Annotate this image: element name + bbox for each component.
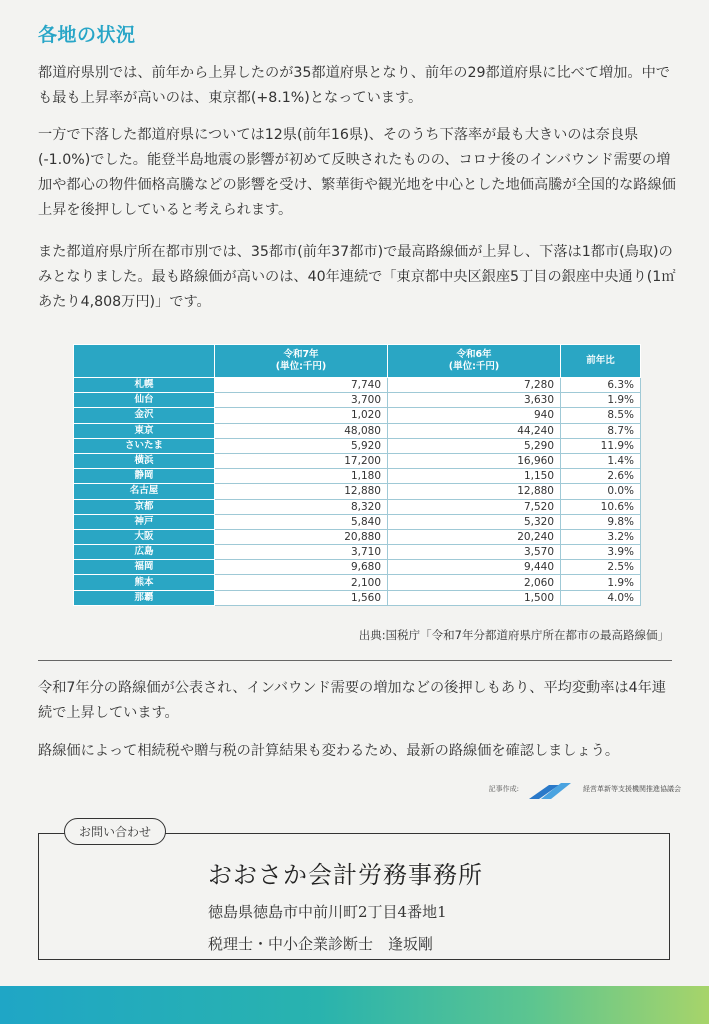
cell-r7: 12,880 [215,484,388,499]
cell-r7: 8,320 [215,499,388,514]
cell-ratio: 6.3% [561,378,641,393]
cell-ratio: 1.4% [561,453,641,468]
table-row [74,575,641,590]
closing-paragraph-2: 路線価によって相続税や贈与税の計算結果も変わるため、最新の路線価を確認しましょう。 [38,743,620,759]
cell-r7: 20,880 [215,529,388,544]
header-city [74,345,215,378]
cell-city: 金沢 [74,408,215,423]
table-row [74,499,641,514]
cell-r6: 3,570 [388,545,561,560]
cell-r6: 44,240 [388,423,561,438]
cell-ratio: 4.0% [561,590,641,605]
cell-city: 東京 [74,423,215,438]
cell-ratio: 2.6% [561,469,641,484]
header-ratio: 前年比 [561,345,641,378]
cell-city: 福岡 [74,560,215,575]
cell-city: 札幌 [74,378,215,393]
firm-name: おおさか会計労務事務所 [208,861,483,889]
cell-r6: 5,290 [388,438,561,453]
cell-r7: 3,700 [215,393,388,408]
contact-tag: お問い合わせ [64,818,166,845]
cell-r7: 9,680 [215,560,388,575]
cell-city: 那覇 [74,590,215,605]
divider [38,660,672,661]
table-row [74,529,641,544]
cell-r7: 1,020 [215,408,388,423]
table-source: 出典:国税庁「令和7年分都道府県庁所在都市の最高路線価」 [358,628,669,642]
cell-ratio: 8.5% [561,408,641,423]
table-row [74,423,641,438]
cell-ratio: 0.0% [561,484,641,499]
paragraph-cities: また都道府県庁所在都市別では、35都市(前年37都市)で最高路線価が上昇し、下落は1都市(鳥取)のみとなりました。最も路線価が高いのは、40年連続で「東京都中央区銀座5丁目の銀座中央通り(1㎡あたり4,808万円)」です。 [38,244,676,310]
cell-r6: 12,880 [388,484,561,499]
cell-r6: 7,280 [388,378,561,393]
cell-ratio: 9.8% [561,514,641,529]
cell-city: 横浜 [74,453,215,468]
table-row [74,469,641,484]
cell-city: 仙台 [74,393,215,408]
cell-city: 神戸 [74,514,215,529]
cell-r6: 2,060 [388,575,561,590]
cell-r7: 48,080 [215,423,388,438]
cell-ratio: 3.9% [561,545,641,560]
author-org: 経営革新等支援機関推進協議会 [583,785,681,793]
cell-r7: 17,200 [215,453,388,468]
paragraph-decline: 一方で下落した都道府県については12県(前年16県)、そのうち下落率が最も大きいのは奈良県(-1.0%)でした。能登半島地震の影響が初めて反映されたものの、コロナ後のインバウンド需要の増加や都心の物件価格高騰などの影響を受け、繁華街や観光地を中心とした地価高騰が全国的な路線価上昇を後押ししていると考えられます。 [38,127,676,218]
footer-band [0,986,709,1024]
table-row [74,514,641,529]
table-row [74,393,641,408]
table-row [74,438,641,453]
cell-r7: 5,920 [215,438,388,453]
cell-ratio: 2.5% [561,560,641,575]
org-logo-icon [529,779,573,799]
header-r6: 令和6年 (単位:千円) [388,345,561,378]
cell-r6: 1,150 [388,469,561,484]
cell-ratio: 10.6% [561,499,641,514]
cell-r6: 20,240 [388,529,561,544]
cell-ratio: 3.2% [561,529,641,544]
firm-person: 税理士・中小企業診断士 逢坂剛 [208,935,434,953]
cell-ratio: 11.9% [561,438,641,453]
cell-r6: 9,440 [388,560,561,575]
cell-ratio: 8.7% [561,423,641,438]
cell-r6: 16,960 [388,453,561,468]
cell-city: 広島 [74,545,215,560]
cell-r7: 5,840 [215,514,388,529]
cell-ratio: 1.9% [561,575,641,590]
table-row [74,484,641,499]
table-row [74,560,641,575]
cell-city: さいたま [74,438,215,453]
header-r7: 令和7年 (単位:千円) [215,345,388,378]
author-credit [489,778,681,800]
table-row [74,408,641,423]
cell-city: 熊本 [74,575,215,590]
cell-r7: 1,560 [215,590,388,605]
cell-city: 大阪 [74,529,215,544]
cell-city: 静岡 [74,469,215,484]
cell-r6: 3,630 [388,393,561,408]
cell-r6: 7,520 [388,499,561,514]
cell-city: 京都 [74,499,215,514]
table-header-row [74,345,641,378]
table-row [74,378,641,393]
cell-r7: 7,740 [215,378,388,393]
paragraph-prefecture: 都道府県別では、前年から上昇したのが35都道府県となり、前年の29都道府県に比べて増加。中でも最も上昇率が高いのは、東京都(+8.1%)となっています。 [38,65,670,106]
cell-ratio: 1.9% [561,393,641,408]
cell-r7: 3,710 [215,545,388,560]
cell-r6: 940 [388,408,561,423]
table-row [74,453,641,468]
firm-address: 徳島県徳島市中前川町2丁目4番地1 [208,903,447,921]
cell-r6: 5,320 [388,514,561,529]
cell-r6: 1,500 [388,590,561,605]
cell-r7: 1,180 [215,469,388,484]
cell-r7: 2,100 [215,575,388,590]
table-row [74,545,641,560]
cell-city: 名古屋 [74,484,215,499]
closing-paragraph-1: 令和7年分の路線価が公表され、インバウンド需要の増加などの後押しもあり、平均変動率は4年連続で上昇しています。 [38,680,666,721]
route-price-table [73,344,641,606]
table-row [74,590,641,605]
author-label: 記事作成: [488,785,519,793]
section-title: 各地の状況 [38,24,136,46]
